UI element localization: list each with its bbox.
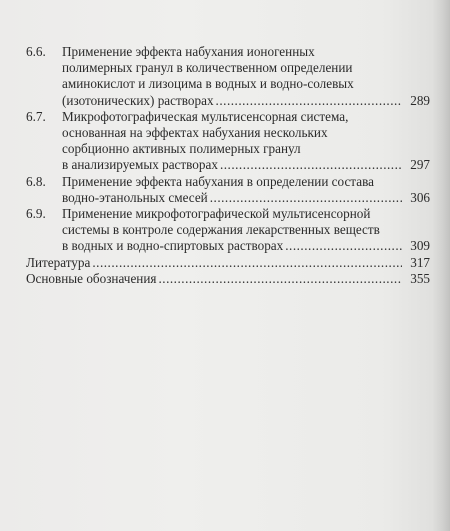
dot-leader — [210, 190, 402, 206]
toc-entry-last-line — [26, 271, 430, 287]
toc-entry-line: Литература — [26, 254, 91, 270]
toc-entry-last-line — [26, 255, 430, 271]
toc-entry-title — [62, 109, 430, 174]
table-of-contents — [26, 44, 430, 287]
toc-entry-number: 6.6. — [26, 44, 46, 59]
toc-entry-6-9 — [26, 206, 430, 255]
toc-entry-line: Основные обозначения — [26, 270, 157, 286]
toc-entry-title — [62, 44, 430, 109]
toc-entry-line: водно-этанольных смесей — [62, 189, 208, 205]
toc-entry-line: (изотонических) растворах — [62, 92, 214, 108]
toc-entry-last-line — [62, 157, 430, 173]
toc-entry-number: 6.8. — [26, 173, 46, 189]
toc-entry-title — [26, 255, 430, 271]
toc-entry-number: 6.9. — [26, 206, 46, 222]
toc-entry-title — [62, 174, 430, 206]
toc-entry-line: Применение микрофотографической мультисенсорной — [62, 206, 371, 222]
toc-entry-6-6 — [26, 44, 430, 109]
dot-leader — [285, 238, 402, 254]
toc-entry-notation — [26, 271, 430, 287]
toc-entry-line: Применение эффекта набухания в определении состава — [62, 173, 374, 189]
toc-page-number: 355 — [410, 270, 430, 286]
toc-entry-number: 6.7. — [26, 108, 46, 124]
dot-leader — [220, 157, 402, 173]
dot-leader — [92, 255, 402, 271]
toc-entry-last-line — [62, 93, 430, 109]
toc-page-number: 297 — [410, 157, 430, 173]
dot-leader — [158, 271, 402, 287]
toc-entry-literature — [26, 255, 430, 271]
toc-entry-line: основанная на эффектах набухания нескольких — [62, 125, 328, 141]
toc-entry-line: полимерных гранул в количественном определении — [62, 60, 353, 76]
toc-entry-title — [62, 206, 430, 255]
toc-entry-6-8 — [26, 174, 430, 206]
toc-entry-line: Микрофотографическая мультисенсорная система, — [62, 108, 349, 124]
page-edge-shadow — [432, 0, 450, 531]
toc-page-number: 317 — [410, 254, 430, 270]
toc-page-number: 306 — [410, 189, 430, 205]
toc-entry-title — [26, 271, 430, 287]
dot-leader — [216, 93, 402, 109]
toc-entry-line: Применение эффекта набухания ионогенных — [62, 44, 315, 59]
toc-entry-line: в анализируемых растворах — [62, 157, 218, 173]
toc-entry-line: аминокислот и лизоцима в водных и водно-солевых — [62, 76, 354, 92]
toc-page-number: 289 — [410, 92, 430, 108]
toc-entry-last-line — [62, 238, 430, 254]
toc-page-number: 309 — [410, 238, 430, 254]
toc-entry-line: сорбционно активных полимерных гранул — [62, 141, 301, 157]
toc-entry-last-line — [62, 190, 430, 206]
toc-entry-6-7 — [26, 109, 430, 174]
toc-entry-line: системы в контроле содержания лекарственных веществ — [62, 222, 380, 238]
toc-entry-line: в водных и водно-спиртовых растворах — [62, 238, 284, 254]
